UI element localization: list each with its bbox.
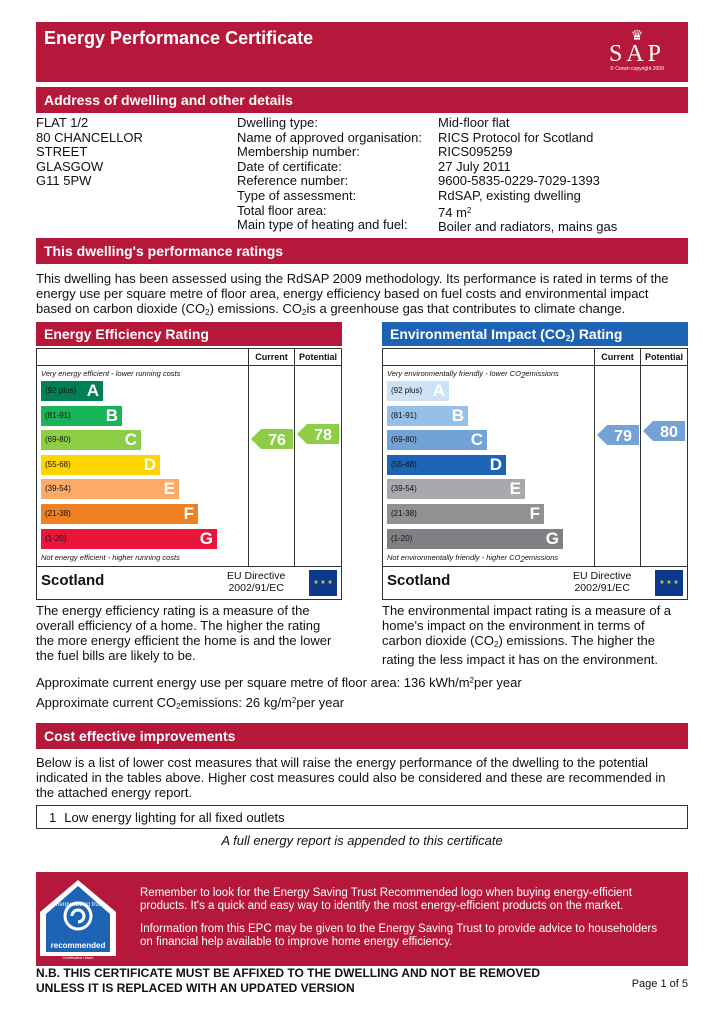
svg-text:energy saving trust: energy saving trust <box>52 902 104 908</box>
env-band-c <box>387 430 487 450</box>
improvements-intro: Below is a list of lower cost measures that will raise the energy performance of the dwelling to the potential indicated in the tables above. Higher cost measures could also be considered and these are recommended in the attached energy report. <box>36 755 666 800</box>
env-band-b <box>387 406 468 426</box>
ratings-intro: This dwelling has been assessed using the RdSAP 2009 methodology. Its performance is rated in terms of the energy use per square metre of floor area, energy efficiency based on fuel costs and environmental impact based on carbon dioxide $(CO_2)$ emissions. $CO_2is$ a greenhouse gas that contributes to climate change. <box>36 271 669 317</box>
nb-notice: N.B. THIS CERTIFICATE MUST BE AFFIXED TO THE DWELLING AND NOT BE REMOVED UNLESS IT IS REPLACED WITH AN UPDATED VERSION <box>36 966 540 995</box>
energy-bottom-note: Not energy efficient - higher running costs <box>41 553 180 562</box>
section-header-ratings: This dwelling's performance ratings <box>36 238 688 264</box>
energy-potential-value: 78 <box>314 427 332 445</box>
env-band-letter: C <box>470 430 483 450</box>
measure-row: 1 Low energy lighting for all fixed outlets <box>36 805 688 829</box>
svg-text:Certification Mark: Certification Mark <box>62 955 94 960</box>
env-band-range: (92 plus) <box>391 386 423 395</box>
eu-flag-icon: ★ ★ ★ <box>655 570 683 596</box>
energy-current-arrow <box>251 429 293 449</box>
energy-band-letter: D <box>143 454 156 474</box>
energy-rating-description: The energy efficiency rating is a measure of the overall efficiency of a home. The higher the rating the more energy efficient the home is and the lower the fuel bills are likely to be. <box>36 603 332 663</box>
energy-band-range: (39-54) <box>45 484 71 494</box>
env-band-letter: B <box>451 405 464 425</box>
env-band-letter: G <box>545 528 559 548</box>
energy-band-range: (81-91) <box>45 410 71 420</box>
energy-band-a <box>41 381 103 401</box>
env-band-letter: E <box>509 479 521 499</box>
energy-band-e <box>41 479 179 499</box>
env-band-range: (1-20) <box>391 533 413 543</box>
section-header-address: Address of dwelling and other details <box>36 87 688 113</box>
sap-logo: ♛ SAP © Crown copyright 2009 <box>600 28 674 76</box>
env-band-range: (21-38) <box>391 509 417 518</box>
env-eu-directive: EU Directive 2002/91/EC <box>573 570 632 594</box>
env-band-a <box>387 381 449 401</box>
env-current-arrow <box>597 425 639 445</box>
energy-band-letter: E <box>163 479 175 499</box>
page-number: Page 1 of 5 <box>631 978 688 990</box>
env-chart-title: Environmental Impact $(CO_2)$ Rating <box>382 322 688 346</box>
env-band-d <box>387 455 506 475</box>
energy-potential-header: Potential <box>298 352 337 362</box>
environmental-impact-chart <box>382 322 688 600</box>
details-values: Mid-floor flat RICS Protocol for Scotland RICS095259 27 July 2011 9600-5835-0229-7029-1393 RdSAP, existing dwelling 74 $m^2$ Boiler and radiators, mains gas <box>438 115 618 235</box>
env-potential-value: 80 <box>660 424 678 442</box>
env-current-header: Current <box>601 352 634 362</box>
energy-band-range: (92 plus) <box>45 386 77 395</box>
usage-figures: Approximate current energy use per square metre of floor area: 136 kWh/$m^2per$ year Approximate current $CO_2emissions$: 26 $kg/m^2per$ year <box>36 675 522 711</box>
env-band-g <box>387 529 563 549</box>
energy-current-value: 76 <box>268 432 286 450</box>
energy-band-letter: F <box>183 504 194 523</box>
energy-efficiency-chart <box>36 322 342 600</box>
est-text-1: Remember to look for the Energy Saving Trust Recommended logo when buying energy-efficient products. It's a quick and easy way to identify the most energy-efficient products on the market. <box>140 887 632 912</box>
energy-potential-arrow <box>297 424 339 444</box>
energy-country: Scotland <box>41 572 105 589</box>
crown-icon: ♛ <box>630 27 644 43</box>
energy-band-range: (1-20) <box>45 533 67 543</box>
energy-chart-title: Energy Efficiency Rating <box>36 322 342 346</box>
env-band-range: (81-91) <box>391 410 417 420</box>
energy-band-range: (69-80) <box>45 435 71 445</box>
env-band-e <box>387 479 525 499</box>
env-top-note: Very environmentally friendly - lower $CO_2emissions$ <box>387 369 559 380</box>
section-header-improvements: Cost effective improvements <box>36 723 688 749</box>
address-block: FLAT 1/2 80 CHANCELLOR STREET GLASGOW G11 5PW <box>36 115 143 189</box>
svg-text:recommended: recommended <box>50 941 106 950</box>
energy-band-c <box>41 430 141 450</box>
env-band-range: (39-54) <box>391 484 417 494</box>
certificate-header <box>36 22 688 82</box>
energy-band-g <box>41 529 217 549</box>
energy-band-b <box>41 406 122 426</box>
env-rating-description: The environmental impact rating is a measure of a home's impact on the environment in terms of carbon dioxide $(CO_2)$ emissions. The higher the rating the less impact it has on the environment. <box>382 603 672 667</box>
energy-band-range: (55-68) <box>45 459 71 469</box>
energy-band-letter: B <box>105 405 118 425</box>
env-band-letter: F <box>529 504 540 523</box>
env-current-value: 79 <box>614 427 632 445</box>
details-labels: Dwelling type: Name of approved organisation: Membership number: Date of certificate: Reference number: Type of assessment: Total floor area: Main type of heating and fuel: <box>237 115 423 233</box>
est-text-2: Information from this EPC may be given to the Energy Saving Trust to provide advice to householders on financial help available to improve home energy efficiency. <box>140 923 658 948</box>
env-band-f <box>387 504 544 524</box>
energy-top-note: Very energy efficient - lower running costs <box>41 369 181 378</box>
energy-current-header: Current <box>255 352 288 362</box>
energy-band-letter: C <box>124 430 137 450</box>
energy-saving-trust-logo-icon <box>36 876 120 960</box>
energy-band-f <box>41 504 198 524</box>
env-band-letter: D <box>489 454 502 474</box>
env-potential-arrow <box>643 421 685 441</box>
energy-band-range: (21-38) <box>45 509 71 518</box>
env-bottom-note: Not environmentally friendly - higher $CO_2emissions$ <box>387 553 559 564</box>
eu-flag-icon: ★ ★ ★ <box>309 570 337 596</box>
env-band-letter: A <box>432 381 445 400</box>
env-potential-header: Potential <box>644 352 683 362</box>
env-country: Scotland <box>387 572 451 589</box>
page-title: Energy Performance Certificate <box>44 28 314 48</box>
energy-eu-directive: EU Directive 2002/91/EC <box>227 570 286 594</box>
env-band-range: (55-68) <box>391 459 417 469</box>
energy-band-letter: A <box>86 381 99 400</box>
energy-band-d <box>41 455 160 475</box>
energy-band-letter: G <box>199 528 213 548</box>
env-band-range: (69-80) <box>391 435 417 445</box>
appended-note: A full energy report is appended to this certificate <box>221 833 503 848</box>
